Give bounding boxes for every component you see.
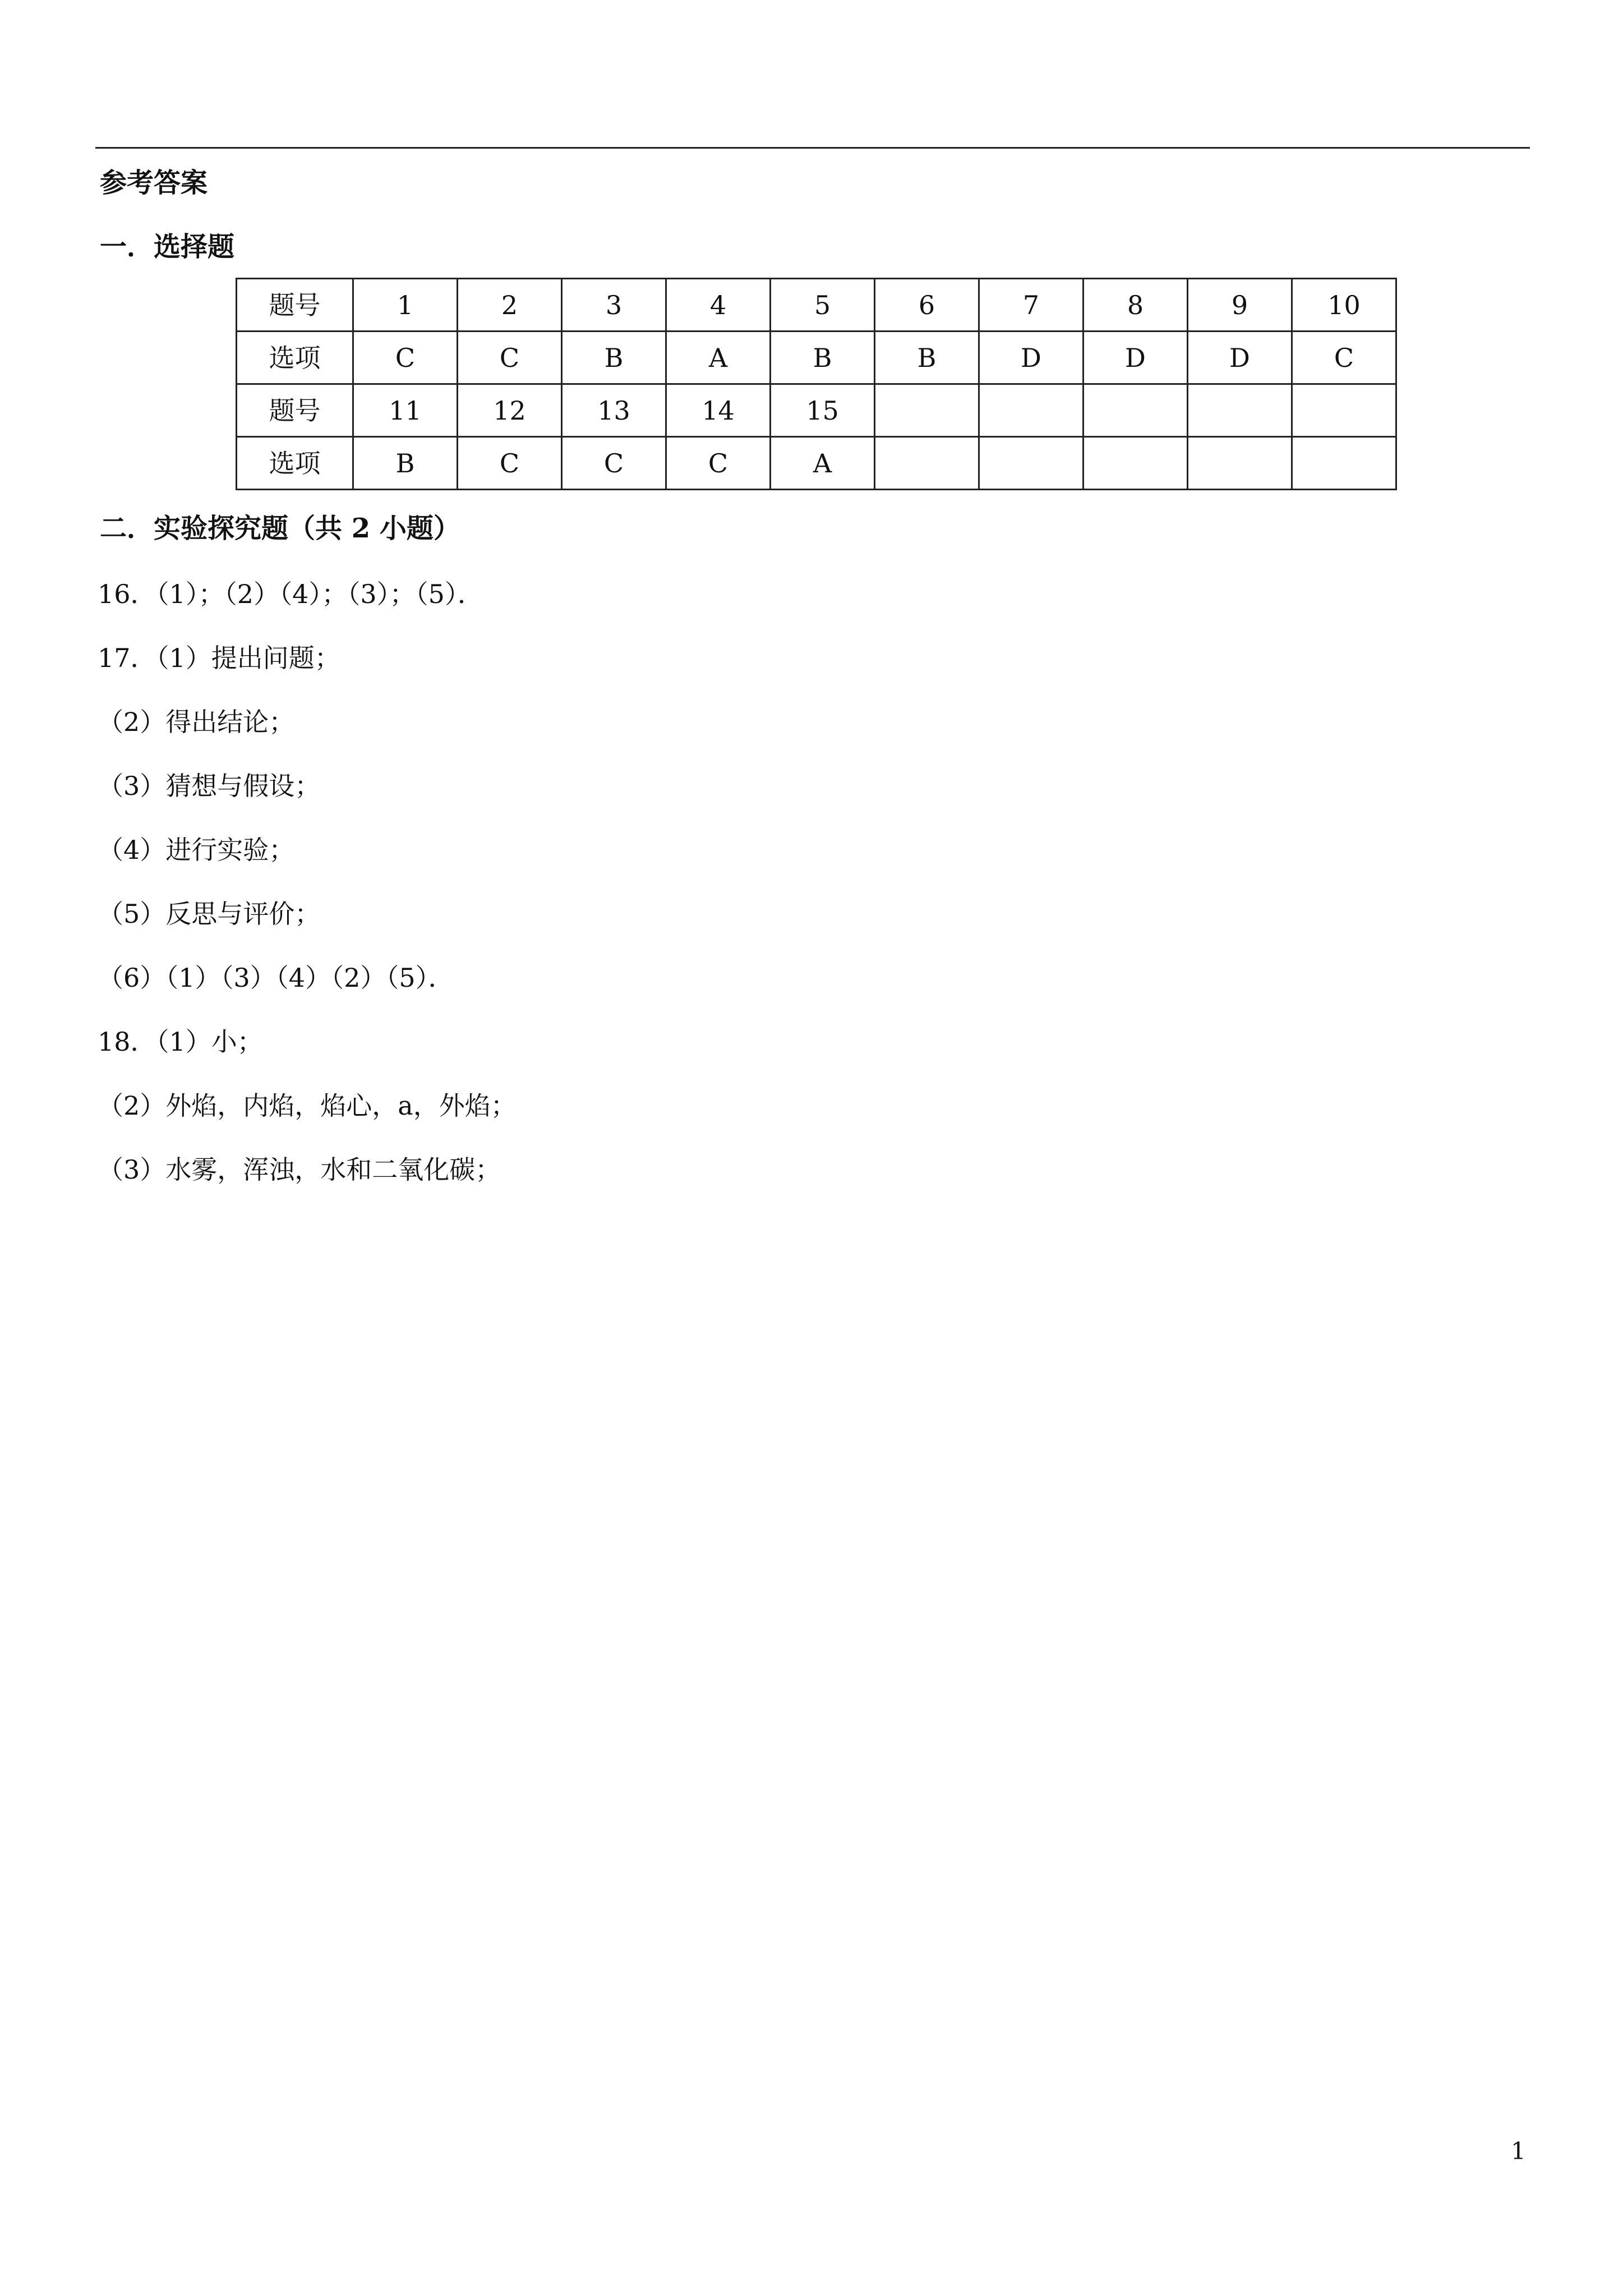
table-cell: 3 (562, 279, 666, 332)
page-number: 1 (1511, 2137, 1526, 2165)
table-cell (1188, 384, 1292, 437)
table-cell: C (562, 437, 666, 490)
answer-line-16: 16．（1）；（2）（4）；（3）；（5）． (98, 579, 483, 609)
table-cell: B (562, 332, 666, 384)
table-cell: 10 (1292, 279, 1396, 332)
table-row (237, 437, 1396, 490)
answer-line-17-5: （5）反思与评价； (98, 899, 321, 929)
row-label: 题号 (237, 279, 353, 332)
table-cell: C (666, 437, 771, 490)
row-label: 题号 (237, 384, 353, 437)
table-cell (1292, 384, 1396, 437)
table-cell (875, 437, 979, 490)
table-cell: 5 (771, 279, 875, 332)
row-label: 选项 (237, 332, 353, 384)
table-cell: D (1188, 332, 1292, 384)
table-cell: D (979, 332, 1083, 384)
table-row (237, 279, 1396, 332)
answers-title: 参考答案 (100, 167, 208, 199)
answer-line-18: 18．（1）小； (98, 1027, 263, 1057)
answer-table (236, 278, 1397, 490)
table-cell: 11 (353, 384, 458, 437)
table-row (237, 384, 1396, 437)
table-cell (1083, 384, 1188, 437)
row-label: 选项 (237, 437, 353, 490)
answer-line-17-6: （6）（1）（3）（4）（2）（5）． (98, 963, 454, 993)
header-rule (95, 147, 1530, 149)
table-cell: 1 (353, 279, 458, 332)
answer-line-18-3: （3）水雾，浑浊，水和二氧化碳； (98, 1154, 501, 1185)
answer-line-17: 17．（1）提出问题； (98, 643, 340, 673)
table-cell: 6 (875, 279, 979, 332)
table-cell: B (353, 437, 458, 490)
table-cell (979, 384, 1083, 437)
table-cell: 2 (458, 279, 562, 332)
table-cell: C (458, 332, 562, 384)
table-cell: 4 (666, 279, 771, 332)
section-experiment-heading: 二．实验探究题（共 2 小题） (100, 513, 460, 544)
answer-line-17-2: （2）得出结论； (98, 707, 295, 737)
table-cell (1188, 437, 1292, 490)
answer-line-17-4: （4）进行实验； (98, 835, 295, 865)
answer-line-17-3: （3）猜想与假设； (98, 771, 321, 801)
table-cell: 8 (1083, 279, 1188, 332)
table-cell (1292, 437, 1396, 490)
table-cell (1083, 437, 1188, 490)
table-cell: 15 (771, 384, 875, 437)
table-cell: C (353, 332, 458, 384)
table-cell: B (875, 332, 979, 384)
answer-line-18-2: （2）外焰，内焰，焰心，a，外焰； (98, 1091, 517, 1121)
table-cell: D (1083, 332, 1188, 384)
table-cell: 12 (458, 384, 562, 437)
table-cell: 7 (979, 279, 1083, 332)
section-multiple-choice-heading: 一．选择题 (100, 231, 235, 263)
table-cell: A (666, 332, 771, 384)
table-cell: 14 (666, 384, 771, 437)
table-cell: A (771, 437, 875, 490)
table-cell: C (458, 437, 562, 490)
table-row (237, 332, 1396, 384)
table-cell: 13 (562, 384, 666, 437)
table-cell (875, 384, 979, 437)
table-cell: 9 (1188, 279, 1292, 332)
table-cell (979, 437, 1083, 490)
table-cell: C (1292, 332, 1396, 384)
table-cell: B (771, 332, 875, 384)
